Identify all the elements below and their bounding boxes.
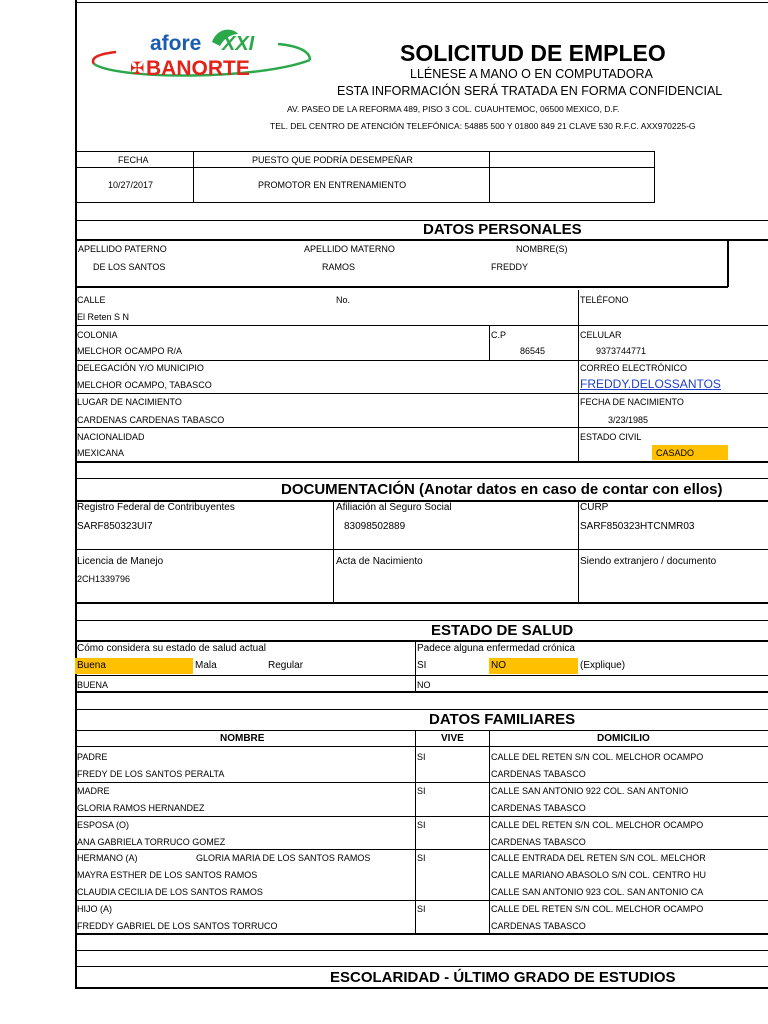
company-phone: TEL. DEL CENTRO DE ATENCIÓN TELEFÓNICA: 54885 500 Y 01800 849 21 CLAVE 530 R.F.C. AXX970225-G: [270, 121, 696, 131]
imss-label: Afiliación al Seguro Social: [336, 502, 452, 513]
logo-banorte-text: BANORTE: [146, 57, 250, 80]
line: [75, 427, 768, 428]
hijo-domicilio-2[interactable]: CARDENAS TABASCO: [491, 921, 586, 931]
form-bottom-border: [75, 987, 768, 989]
imss-value[interactable]: 83098502889: [344, 521, 406, 532]
line: [75, 709, 768, 710]
line: [578, 290, 579, 462]
padre-nombre[interactable]: FREDY DE LOS SANTOS PERALTA: [77, 769, 225, 779]
nombres-value[interactable]: FREDDY: [491, 262, 529, 272]
afore-banorte-logo: [88, 24, 318, 84]
padre-domicilio-1[interactable]: CALLE DEL RETEN S/N COL. MELCHOR OCAMPO: [491, 752, 704, 762]
option-mala[interactable]: Mala: [195, 660, 217, 671]
documentacion-heading: DOCUMENTACIÓN (Anotar datos en caso de contar con ellos): [281, 481, 723, 498]
calle-value[interactable]: El Reten S N: [77, 312, 130, 322]
line: [75, 900, 768, 901]
option-no[interactable]: NO: [491, 660, 506, 671]
estado-civil-label: ESTADO CIVIL: [580, 432, 642, 442]
hijo-domicilio-1[interactable]: CALLE DEL RETEN S/N COL. MELCHOR OCAMPO: [491, 904, 704, 914]
company-address: AV. PASEO DE LA REFORMA 489, PISO 3 COL. CUAUHTEMOC, 06500 MEXICO, D.F.: [287, 104, 620, 114]
celular-label: CELULAR: [580, 330, 622, 340]
rfc-value[interactable]: SARF850323UI7: [77, 521, 153, 532]
line: [75, 675, 768, 676]
line: [75, 620, 768, 621]
line: [578, 500, 579, 603]
col-domicilio-header: DOMICILIO: [597, 733, 650, 744]
line: [75, 202, 655, 203]
curp-value[interactable]: SARF850323HTCNMR03: [580, 521, 695, 532]
line: [193, 151, 194, 202]
line: [75, 478, 768, 479]
esposa-domicilio-2[interactable]: CARDENAS TABASCO: [491, 837, 586, 847]
puesto-label: PUESTO QUE PODRÍA DESEMPEÑAR: [252, 155, 413, 165]
colonia-label: COLONIA: [77, 330, 118, 340]
no-label: No.: [336, 295, 351, 305]
option-regular[interactable]: Regular: [268, 660, 304, 671]
nacionalidad-label: NACIONALIDAD: [77, 432, 145, 442]
correo-label: CORREO ELECTRÓNICO: [580, 363, 688, 373]
apellido-materno-label: APELLIDO MATERNO: [304, 244, 395, 254]
lugar-nacimiento-label: LUGAR DE NACIMIENTO: [77, 397, 182, 407]
line: [415, 640, 416, 692]
line: [75, 220, 768, 221]
hermano-nombre-1[interactable]: GLORIA MARIA DE LOS SANTOS RAMOS: [196, 853, 371, 863]
apellido-paterno-label: APELLIDO PATERNO: [78, 244, 167, 254]
curp-label: CURP: [580, 502, 609, 513]
line: [75, 239, 768, 241]
explique-label: (Explique): [580, 660, 626, 671]
hermano-domicilio-3[interactable]: CALLE SAN ANTONIO 923 COL. SAN ANTONIO CA: [491, 887, 704, 897]
line: [75, 640, 768, 642]
line: [75, 933, 768, 935]
hermano-domicilio-2[interactable]: CALLE MARIANO ABASOLO S/N COL. CENTRO HU: [491, 870, 707, 880]
esposa-vive[interactable]: SI: [417, 820, 426, 830]
line: [75, 602, 768, 604]
datos-personales-heading: DATOS PERSONALES: [423, 221, 582, 238]
correo-value[interactable]: FREDDY.DELOSSANTOS: [580, 377, 721, 391]
lugar-nacimiento-value[interactable]: CARDENAS CARDENAS TABASCO: [77, 415, 225, 425]
respuesta-estado-salud[interactable]: BUENA: [77, 680, 109, 690]
acta-label: Acta de Nacimiento: [336, 556, 423, 567]
apellido-paterno-value[interactable]: DE LOS SANTOS: [93, 262, 166, 272]
datos-familiares-heading: DATOS FAMILIARES: [429, 711, 576, 728]
line: [727, 239, 729, 287]
fecha-nacimiento-label: FECHA DE NACIMIENTO: [580, 397, 684, 407]
escolaridad-heading: ESCOLARIDAD - ÚLTIMO GRADO DE ESTUDIOS: [330, 969, 676, 986]
salud-actual-question: Cómo considera su estado de salud actual: [77, 643, 267, 654]
hermano-nombre-2[interactable]: MAYRA ESTHER DE LOS SANTOS RAMOS: [77, 870, 258, 880]
line: [75, 746, 768, 747]
hermano-domicilio-1[interactable]: CALLE ENTRADA DEL RETEN S/N COL. MELCHOR: [491, 853, 706, 863]
padre-label: PADRE: [77, 752, 108, 762]
line: [75, 691, 768, 693]
calle-label: CALLE: [77, 295, 106, 305]
cp-value[interactable]: 86545: [520, 346, 546, 356]
hermano-nombre-3[interactable]: CLAUDIA CECILIA DE LOS SANTOS RAMOS: [77, 887, 263, 897]
esposa-nombre[interactable]: ANA GABRIELA TORRUCO GOMEZ: [77, 837, 226, 847]
line: [75, 461, 768, 463]
esposa-domicilio-1[interactable]: CALLE DEL RETEN S/N COL. MELCHOR OCAMPO: [491, 820, 704, 830]
line: [75, 286, 728, 288]
estado-salud-heading: ESTADO DE SALUD: [431, 622, 574, 639]
hijo-nombre[interactable]: FREDDY GABRIEL DE LOS SANTOS TORRUCO: [77, 921, 278, 931]
padre-vive[interactable]: SI: [417, 752, 426, 762]
cp-label: C.P: [491, 330, 507, 340]
hermano-label: HERMANO (A): [77, 853, 138, 863]
fecha-label: FECHA: [118, 155, 149, 165]
madre-vive[interactable]: SI: [417, 786, 426, 796]
extranjero-label: Siendo extranjero / documento: [580, 556, 717, 567]
line: [333, 500, 334, 603]
col-vive-header: VIVE: [441, 733, 464, 744]
line: [75, 782, 768, 783]
madre-domicilio-1[interactable]: CALLE SAN ANTONIO 922 COL. SAN ANTONIO: [491, 786, 689, 796]
esposa-label: ESPOSA (O): [77, 820, 130, 830]
line: [654, 151, 655, 202]
estado-civil-value[interactable]: CASADO: [656, 448, 695, 458]
form-subtitle-2: ESTA INFORMACIÓN SERÁ TRATADA EN FORMA CONFIDENCIAL: [337, 84, 723, 98]
fecha-nacimiento-value[interactable]: 3/23/1985: [608, 415, 649, 425]
line: [75, 950, 768, 951]
delegacion-value[interactable]: MELCHOR OCAMPO, TABASCO: [77, 380, 212, 390]
delegacion-label: DELEGACIÓN Y/O MUNICIPIO: [77, 363, 204, 373]
line: [75, 360, 768, 361]
form-top-border: [75, 2, 768, 3]
logo-afore-text: afore: [150, 32, 202, 55]
hermano-vive[interactable]: SI: [417, 853, 426, 863]
nombres-label: NOMBRE(S): [516, 244, 568, 254]
line: [75, 966, 768, 967]
logo-xxi-text: XXI: [222, 33, 255, 55]
madre-domicilio-2[interactable]: CARDENAS TABASCO: [491, 803, 586, 813]
hijo-label: HIJO (A): [77, 904, 112, 914]
enfermedad-cronica-question: Padece alguna enfermedad crónica: [417, 643, 575, 654]
telefono-label: TELÉFONO: [580, 295, 629, 305]
nacionalidad-value[interactable]: MEXICANA: [77, 448, 125, 458]
fecha-value[interactable]: 10/27/2017: [108, 180, 154, 190]
padre-domicilio-2[interactable]: CARDENAS TABASCO: [491, 769, 586, 779]
hijo-vive[interactable]: SI: [417, 904, 426, 914]
apellido-materno-value[interactable]: RAMOS: [322, 262, 356, 272]
line: [75, 816, 768, 817]
line: [415, 730, 416, 934]
line: [75, 151, 655, 152]
line: [75, 393, 768, 394]
line: [75, 167, 655, 168]
line: [489, 151, 490, 202]
madre-label: MADRE: [77, 786, 110, 796]
line: [75, 325, 768, 326]
licencia-value[interactable]: 2CH1339796: [77, 574, 131, 584]
form-subtitle-1: LLÉNESE A MANO O EN COMPUTADORA: [410, 67, 653, 81]
form-title: SOLICITUD DE EMPLEO: [400, 40, 666, 66]
line: [75, 849, 768, 850]
option-si[interactable]: SI: [417, 660, 427, 671]
line: [75, 549, 768, 550]
licencia-label: Licencia de Manejo: [77, 556, 164, 567]
colonia-value[interactable]: MELCHOR OCAMPO R/A: [77, 346, 183, 356]
line: [489, 730, 490, 934]
option-buena[interactable]: Buena: [77, 660, 106, 671]
celular-value[interactable]: 9373744771: [596, 346, 647, 356]
madre-nombre[interactable]: GLORIA RAMOS HERNANDEZ: [77, 803, 205, 813]
col-nombre-header: NOMBRE: [220, 733, 265, 744]
respuesta-enfermedad-cronica[interactable]: NO: [417, 680, 431, 690]
puesto-value[interactable]: PROMOTOR EN ENTRENAMIENTO: [258, 180, 407, 190]
line: [489, 325, 490, 360]
banorte-icon: ✠: [130, 59, 145, 78]
line: [75, 730, 768, 731]
rfc-label: Registro Federal de Contribuyentes: [77, 502, 235, 513]
